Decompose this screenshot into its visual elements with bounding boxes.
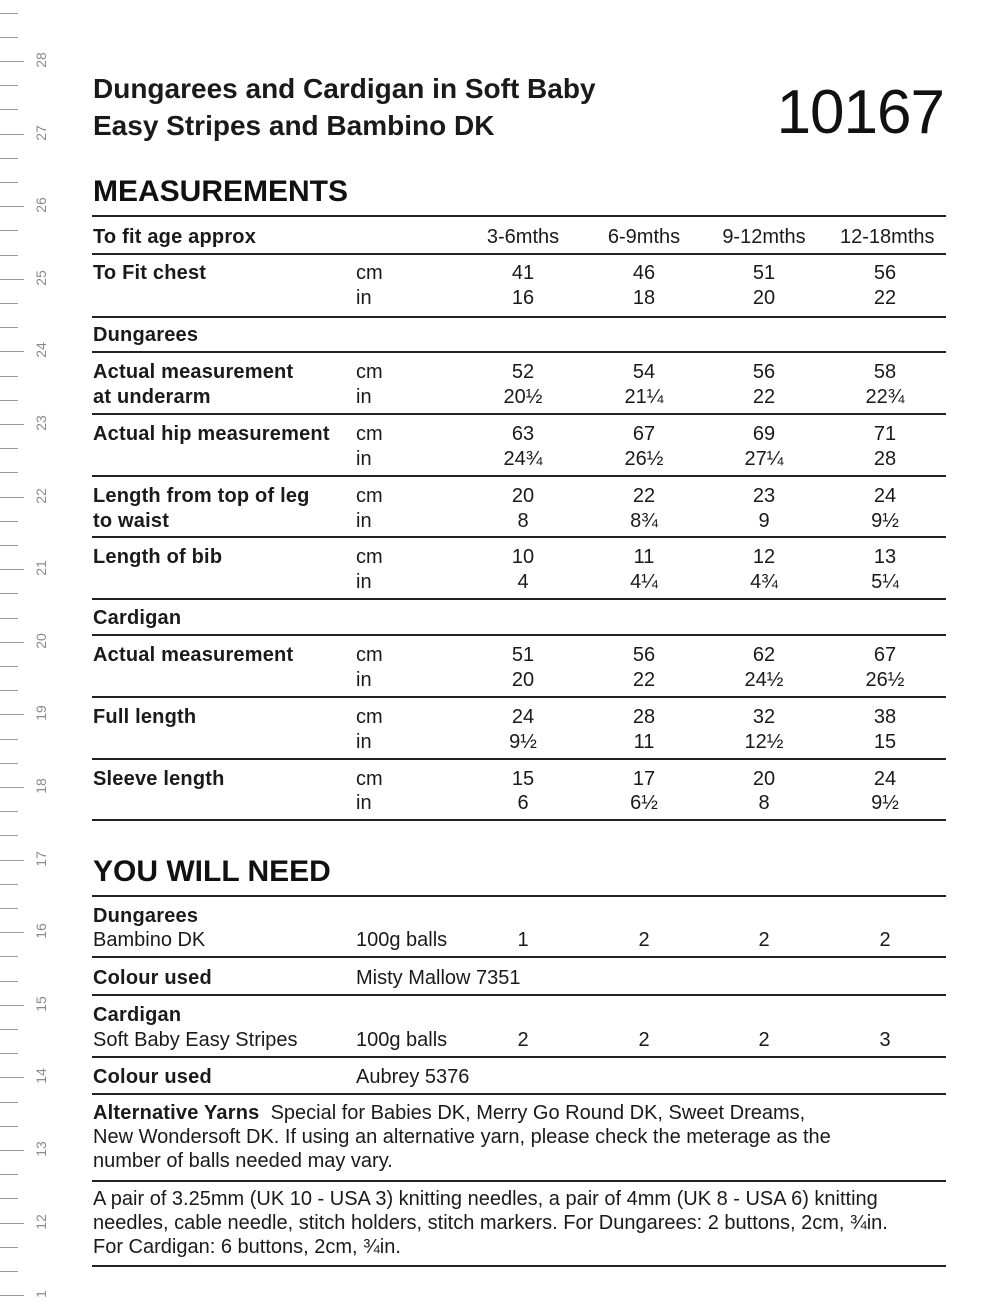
divider: [92, 895, 946, 897]
dungarees-subheading: Dungarees: [93, 324, 199, 346]
ruler-number: 20: [33, 633, 49, 649]
divider: [92, 253, 946, 255]
ruler-major-tick: [0, 860, 24, 861]
dungarees-label: Dungarees: [93, 905, 199, 927]
ruler-tick: [0, 956, 18, 957]
ruler-tick: [0, 13, 18, 14]
size-header: 6-9mths: [607, 226, 681, 248]
table-cell: 28: [873, 448, 897, 470]
ruler-tick: [0, 303, 18, 304]
table-cell: 9: [758, 510, 770, 532]
unit-in: in: [356, 731, 372, 753]
table-cell: 2: [517, 1029, 529, 1051]
ruler-tick: [0, 908, 18, 909]
table-cell: 20½: [503, 386, 543, 408]
ruler-major-tick: [0, 134, 24, 135]
ruler-major-tick: [0, 787, 24, 788]
unit-cm: cm: [356, 361, 383, 383]
divider: [92, 956, 946, 958]
table-cell: 56: [873, 262, 897, 284]
hip-label: Actual hip measurement: [93, 423, 330, 445]
ruler-number: 15: [33, 996, 49, 1012]
unit-in: in: [356, 792, 372, 814]
ruler-major-tick: [0, 497, 24, 498]
ruler-tick: [0, 739, 18, 740]
table-cell: 6: [517, 792, 529, 814]
table-cell: 1: [517, 929, 529, 951]
table-cell: 22: [873, 287, 897, 309]
alternative-yarns: [93, 1101, 943, 1173]
ruler-tick: [0, 182, 18, 183]
table-cell: 20: [752, 287, 776, 309]
ruler-major-tick: [0, 351, 24, 352]
ruler-tick: [0, 884, 18, 885]
table-cell: 12: [752, 546, 776, 568]
sleeve-label: Sleeve length: [93, 768, 225, 790]
table-cell: 71: [873, 423, 897, 445]
table-cell: 24¾: [503, 448, 543, 470]
size-header: 12-18mths: [840, 226, 935, 248]
cardigan-actual-label: Actual measurement: [93, 644, 294, 666]
ruler-number: 17: [33, 851, 49, 867]
ruler-number: 19: [33, 705, 49, 721]
ruler-major-tick: [0, 424, 24, 425]
table-cell: 38: [873, 706, 897, 728]
cardigan-colour: Aubrey 5376: [356, 1066, 470, 1088]
size-header: 3-6mths: [486, 226, 560, 248]
ruler-major-tick: [0, 714, 24, 715]
ruler-number: 27: [33, 125, 49, 141]
divider: [92, 758, 946, 760]
unit-in: in: [356, 510, 372, 532]
table-cell: 15: [511, 768, 535, 790]
table-cell: 4¼: [630, 571, 658, 593]
ruler-tick: [0, 109, 18, 110]
unit-in: in: [356, 448, 372, 470]
needles-line-1: A pair of 3.25mm (UK 10 - USA 3) knitting needles, a pair of 4mm (UK 8 - USA 6) knitting: [93, 1188, 878, 1210]
unit-in: in: [356, 287, 372, 309]
unit-cm: cm: [356, 546, 383, 568]
table-cell: 15: [873, 731, 897, 753]
table-cell: 22: [752, 386, 776, 408]
table-cell: 2: [638, 929, 650, 951]
table-cell: 24: [873, 768, 897, 790]
table-cell: 22: [632, 485, 656, 507]
balls-unit: 100g balls: [356, 1029, 448, 1051]
table-cell: 17: [632, 768, 656, 790]
needles-notions: [93, 1187, 943, 1259]
table-cell: 24: [511, 706, 535, 728]
ruler-tick: [0, 690, 18, 691]
ruler-tick: [0, 400, 18, 401]
ruler-major-tick: [0, 279, 24, 280]
table-cell: 16: [511, 287, 535, 309]
table-cell: 56: [752, 361, 776, 383]
divider: [92, 994, 946, 996]
table-cell: 20: [511, 669, 535, 691]
ruler-number: 24: [33, 342, 49, 358]
pattern-number: 10167: [776, 78, 944, 147]
balls-unit: 100g balls: [356, 929, 448, 951]
table-cell: 11: [633, 546, 655, 568]
table-cell: 6½: [630, 792, 658, 814]
dungarees-yarn: Bambino DK: [93, 929, 206, 951]
age-label: To fit age approx: [93, 226, 257, 248]
table-cell: 8: [758, 792, 770, 814]
divider: [92, 1056, 946, 1058]
ruler-tick: [0, 158, 18, 159]
table-cell: 58: [873, 361, 897, 383]
unit-in: in: [356, 669, 372, 691]
table-cell: 46: [632, 262, 656, 284]
divider: [92, 351, 946, 353]
ruler-number: 16: [33, 923, 49, 939]
ruler-number: 14: [33, 1068, 49, 1084]
table-cell: 8: [517, 510, 529, 532]
ruler-tick: [0, 618, 18, 619]
cardigan-subheading: Cardigan: [93, 607, 182, 629]
table-cell: 2: [879, 929, 891, 951]
ruler-tick: [0, 448, 18, 449]
table-cell: 41: [511, 262, 535, 284]
table-cell: 4: [517, 571, 529, 593]
needles-line-3: For Cardigan: 6 buttons, 2cm, ¾in.: [93, 1236, 401, 1258]
table-cell: 2: [758, 1029, 770, 1051]
underarm-label-2: at underarm: [93, 386, 211, 408]
unit-cm: cm: [356, 423, 383, 445]
unit-cm: cm: [356, 644, 383, 666]
ruler-major-tick: [0, 569, 24, 570]
divider: [92, 413, 946, 415]
table-cell: 20: [752, 768, 776, 790]
table-cell: 18: [632, 287, 656, 309]
table-cell: 12½: [744, 731, 784, 753]
ruler-tick: [0, 1053, 18, 1054]
divider: [92, 696, 946, 698]
divider: [92, 1093, 946, 1095]
ruler-tick: [0, 1029, 18, 1030]
table-cell: 63: [511, 423, 535, 445]
needles-line-2: needles, cable needle, stitch holders, stitch markers. For Dungarees: 2 buttons, 2cm, ¾in.: [93, 1212, 888, 1234]
divider: [92, 215, 946, 217]
ruler-number: 18: [33, 778, 49, 794]
divider: [92, 819, 946, 821]
pattern-title: [93, 70, 596, 144]
table-cell: 20: [511, 485, 535, 507]
table-cell: 26½: [865, 669, 905, 691]
table-cell: 8¾: [630, 510, 658, 532]
ruler-tick: [0, 593, 18, 594]
unit-in: in: [356, 571, 372, 593]
unit-cm: cm: [356, 706, 383, 728]
table-cell: 51: [752, 262, 776, 284]
table-cell: 54: [632, 361, 656, 383]
ruler-tick: [0, 666, 18, 667]
ruler-tick: [0, 1198, 18, 1199]
table-cell: 13: [873, 546, 897, 568]
ruler-tick: [0, 230, 18, 231]
table-cell: 32: [752, 706, 776, 728]
ruler-tick: [0, 811, 18, 812]
table-cell: 9½: [871, 510, 899, 532]
table-cell: 28: [632, 706, 656, 728]
divider: [92, 475, 946, 477]
table-cell: 2: [638, 1029, 650, 1051]
ruler-tick: [0, 37, 18, 38]
table-cell: 26½: [624, 448, 664, 470]
table-cell: 21¼: [624, 386, 664, 408]
ruler-number: 25: [33, 270, 49, 286]
table-cell: 10: [511, 546, 535, 568]
ruler-number: 21: [33, 560, 49, 576]
table-cell: 24½: [744, 669, 784, 691]
alt-yarns-line-2: New Wondersoft DK. If using an alternative yarn, please check the meterage as the: [93, 1126, 831, 1148]
you-will-need-heading: YOU WILL NEED: [93, 855, 331, 888]
table-cell: 5¼: [871, 571, 899, 593]
ruler-number: 22: [33, 488, 49, 504]
ruler-number: 12: [33, 1214, 49, 1230]
ruler-number: 1: [33, 1290, 49, 1298]
table-cell: 22: [632, 669, 656, 691]
ruler-tick: [0, 85, 18, 86]
table-cell: 22¾: [865, 386, 905, 408]
ruler-tick: [0, 1271, 18, 1272]
dungarees-colour: Misty Mallow 7351: [356, 967, 521, 989]
size-header: 9-12mths: [722, 226, 806, 248]
side-ruler: [0, 0, 60, 1298]
unit-cm: cm: [356, 485, 383, 507]
table-cell: 3: [879, 1029, 891, 1051]
cardigan-yarn: Soft Baby Easy Stripes: [93, 1029, 298, 1051]
unit-in: in: [356, 386, 372, 408]
title-line-2: Easy Stripes and Bambino DK: [93, 110, 495, 141]
ruler-major-tick: [0, 932, 24, 933]
ruler-number: 28: [33, 52, 49, 68]
ruler-tick: [0, 763, 18, 764]
table-cell: 52: [511, 361, 535, 383]
table-cell: 67: [632, 423, 656, 445]
cardigan-label: Cardigan: [93, 1004, 182, 1026]
alt-yarns-line-1: Special for Babies DK, Merry Go Round DK, Sweet Dreams,: [270, 1102, 806, 1124]
ruler-major-tick: [0, 642, 24, 643]
table-cell: 62: [752, 644, 776, 666]
leg-label-1: Length from top of leg: [93, 485, 310, 507]
measurements-heading: MEASUREMENTS: [93, 175, 349, 208]
ruler-number: 23: [33, 415, 49, 431]
table-cell: 24: [873, 485, 897, 507]
divider: [92, 316, 946, 318]
table-cell: 9½: [871, 792, 899, 814]
colour-label: Colour used: [93, 967, 212, 989]
table-cell: 2: [758, 929, 770, 951]
title-line-1: Dungarees and Cardigan in Soft Baby: [93, 73, 596, 104]
ruler-tick: [0, 981, 18, 982]
divider: [92, 598, 946, 600]
full-length-label: Full length: [93, 706, 197, 728]
divider: [92, 634, 946, 636]
ruler-tick: [0, 521, 18, 522]
underarm-label-1: Actual measurement: [93, 361, 294, 383]
bib-label: Length of bib: [93, 546, 223, 568]
ruler-major-tick: [0, 1077, 24, 1078]
ruler-major-tick: [0, 206, 24, 207]
colour-label: Colour used: [93, 1066, 212, 1088]
table-cell: 4¾: [750, 571, 778, 593]
ruler-tick: [0, 1247, 18, 1248]
table-cell: 51: [511, 644, 535, 666]
divider: [92, 536, 946, 538]
chest-label: To Fit chest: [93, 262, 207, 284]
ruler-tick: [0, 545, 18, 546]
ruler-tick: [0, 376, 18, 377]
ruler-number: 13: [33, 1141, 49, 1157]
ruler-tick: [0, 1126, 18, 1127]
ruler-tick: [0, 472, 18, 473]
ruler-tick: [0, 255, 18, 256]
ruler-tick: [0, 327, 18, 328]
table-cell: 69: [752, 423, 776, 445]
table-cell: 67: [873, 644, 897, 666]
table-cell: 27¼: [744, 448, 784, 470]
divider: [92, 1180, 946, 1182]
ruler-major-tick: [0, 61, 24, 62]
ruler-major-tick: [0, 1295, 24, 1296]
divider: [92, 1265, 946, 1267]
table-cell: 23: [752, 485, 776, 507]
alt-yarns-line-3: number of balls needed may vary.: [93, 1150, 393, 1172]
unit-cm: cm: [356, 262, 383, 284]
ruler-major-tick: [0, 1223, 24, 1224]
ruler-tick: [0, 1102, 18, 1103]
ruler-tick: [0, 835, 18, 836]
leg-label-2: to waist: [93, 510, 170, 532]
table-cell: 56: [632, 644, 656, 666]
ruler-major-tick: [0, 1005, 24, 1006]
ruler-tick: [0, 1174, 18, 1175]
unit-cm: cm: [356, 768, 383, 790]
ruler-major-tick: [0, 1150, 24, 1151]
alt-yarns-label: Alternative Yarns: [93, 1102, 260, 1124]
table-cell: 9½: [509, 731, 537, 753]
ruler-number: 26: [33, 197, 49, 213]
table-cell: 11: [633, 731, 655, 753]
